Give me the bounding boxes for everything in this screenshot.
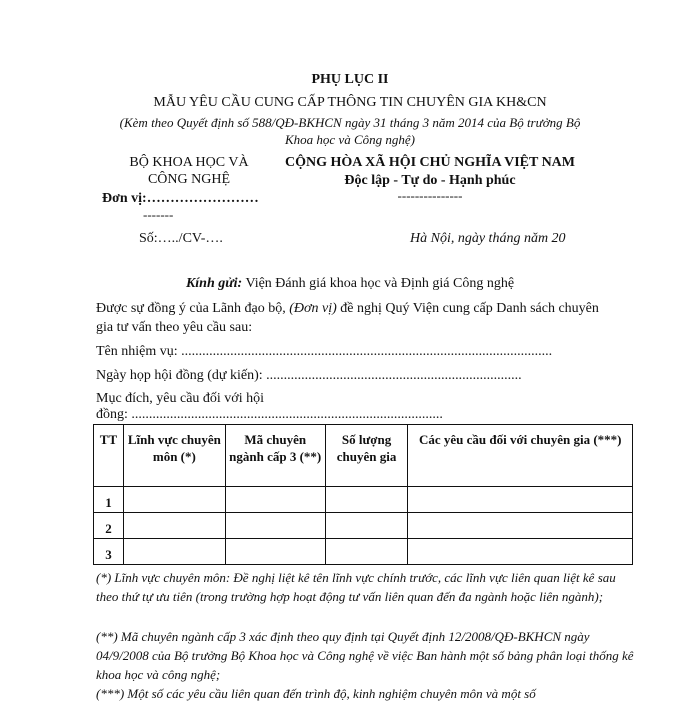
table-cell (325, 539, 408, 565)
row-number: 3 (94, 539, 124, 565)
ministry-name-line-1: BỘ KHOA HỌC VÀ (129, 155, 249, 170)
purpose-field-line-1: Mục đích, yêu cầu đối với hội (96, 391, 264, 406)
table-cell (325, 487, 408, 513)
header-major-code: Mã chuyên ngành cấp 3 (**) (225, 425, 325, 487)
header-requirements: Các yêu cầu đối với chuyên gia (***) (408, 425, 633, 487)
document-number: Số:…../CV-…. (139, 231, 223, 246)
purpose-field-line-2: đồng: ......................................................................................... (96, 407, 443, 422)
table-cell (408, 513, 633, 539)
table-cell (325, 513, 408, 539)
header-field: Lĩnh vực chuyên môn (*) (123, 425, 225, 487)
unit-field-tail: ------- (143, 207, 174, 222)
task-name-field: Tên nhiệm vụ: .......................................................................................................... (96, 344, 553, 359)
table-cell (123, 487, 225, 513)
header-index: TT (94, 425, 124, 487)
intro-line-2: gia tư vấn theo yêu cầu sau: (96, 320, 253, 335)
recipient-name: Viện Đánh giá khoa học và Định giá Công nghệ (245, 276, 515, 291)
recipient-label: Kính gửi: (185, 276, 243, 291)
ministry-name-line-2: CÔNG NGHỆ (147, 172, 231, 187)
motto-divider: --------------- (397, 188, 463, 203)
table-cell (408, 487, 633, 513)
table-cell (123, 513, 225, 539)
table-header-row (94, 425, 633, 487)
row-number: 1 (94, 487, 124, 513)
national-motto: Độc lập - Tự do - Hạnh phúc (344, 173, 516, 188)
nation-name: CỘNG HÒA XÃ HỘI CHỦ NGHĨA VIỆT NAM (284, 155, 575, 170)
expert-requirements-table (93, 424, 633, 565)
form-title: MẪU YÊU CẦU CUNG CẤP THÔNG TIN CHUYÊN GIA KH&CN (153, 95, 547, 110)
table-cell (225, 513, 325, 539)
appendix-title: PHỤ LỤC II (311, 72, 389, 87)
intro-line-1 (96, 301, 599, 317)
intro-suffix: đề nghị Quý Viện cung cấp Danh sách chuyên (336, 301, 599, 316)
table-row (94, 487, 633, 513)
subtitle-line-1: (Kèm theo Quyết định số 588/QĐ-BKHCN ngày 31 tháng 3 năm 2014 của Bộ trưởng Bộ (119, 115, 581, 130)
table-row (94, 513, 633, 539)
table-cell (225, 487, 325, 513)
table-cell (225, 539, 325, 565)
footnote-requirements: (***) Một số các yêu cầu liên quan đến trình độ, kinh nghiệm chuyên môn và một số (96, 686, 536, 701)
recipient-line (0, 276, 700, 292)
header-expert-count: Số lượng chuyên gia (325, 425, 408, 487)
table-cell (123, 539, 225, 565)
meeting-date-field: Ngày họp hội đồng (dự kiến): ......................................................................... (96, 368, 522, 383)
subtitle-line-2: Khoa học và Công nghệ) (285, 132, 415, 147)
footnote-field: (*) Lĩnh vực chuyên môn: Đề nghị liệt kê tên lĩnh vực chính trước, các lĩnh vực liên quan liệt kê sau theo thứ tự ưu tiên (trong trường hợp hoạt động tư vấn liên quan đến đa ngành hoặc liên ngành); (96, 570, 616, 604)
row-number: 2 (94, 513, 124, 539)
unit-field: Đơn vị:…………………… (102, 191, 259, 206)
table-row (94, 539, 633, 565)
intro-prefix: Được sự đồng ý của Lãnh đạo bộ, (96, 301, 290, 316)
footnote-major-code: (**) Mã chuyên ngành cấp 3 xác định theo quy định tại Quyết định 12/2008/QĐ-BKHCN ngày 04/9/2008 của Bộ trưởng Bộ Khoa học và Công nghệ về việc Ban hành một số bảng phân loại thống kê khoa học và công nghệ; (96, 629, 634, 682)
place-date: Hà Nội, ngày tháng năm 20 (410, 231, 566, 246)
intro-unit: (Đơn vị) (289, 301, 337, 316)
table-cell (408, 539, 633, 565)
